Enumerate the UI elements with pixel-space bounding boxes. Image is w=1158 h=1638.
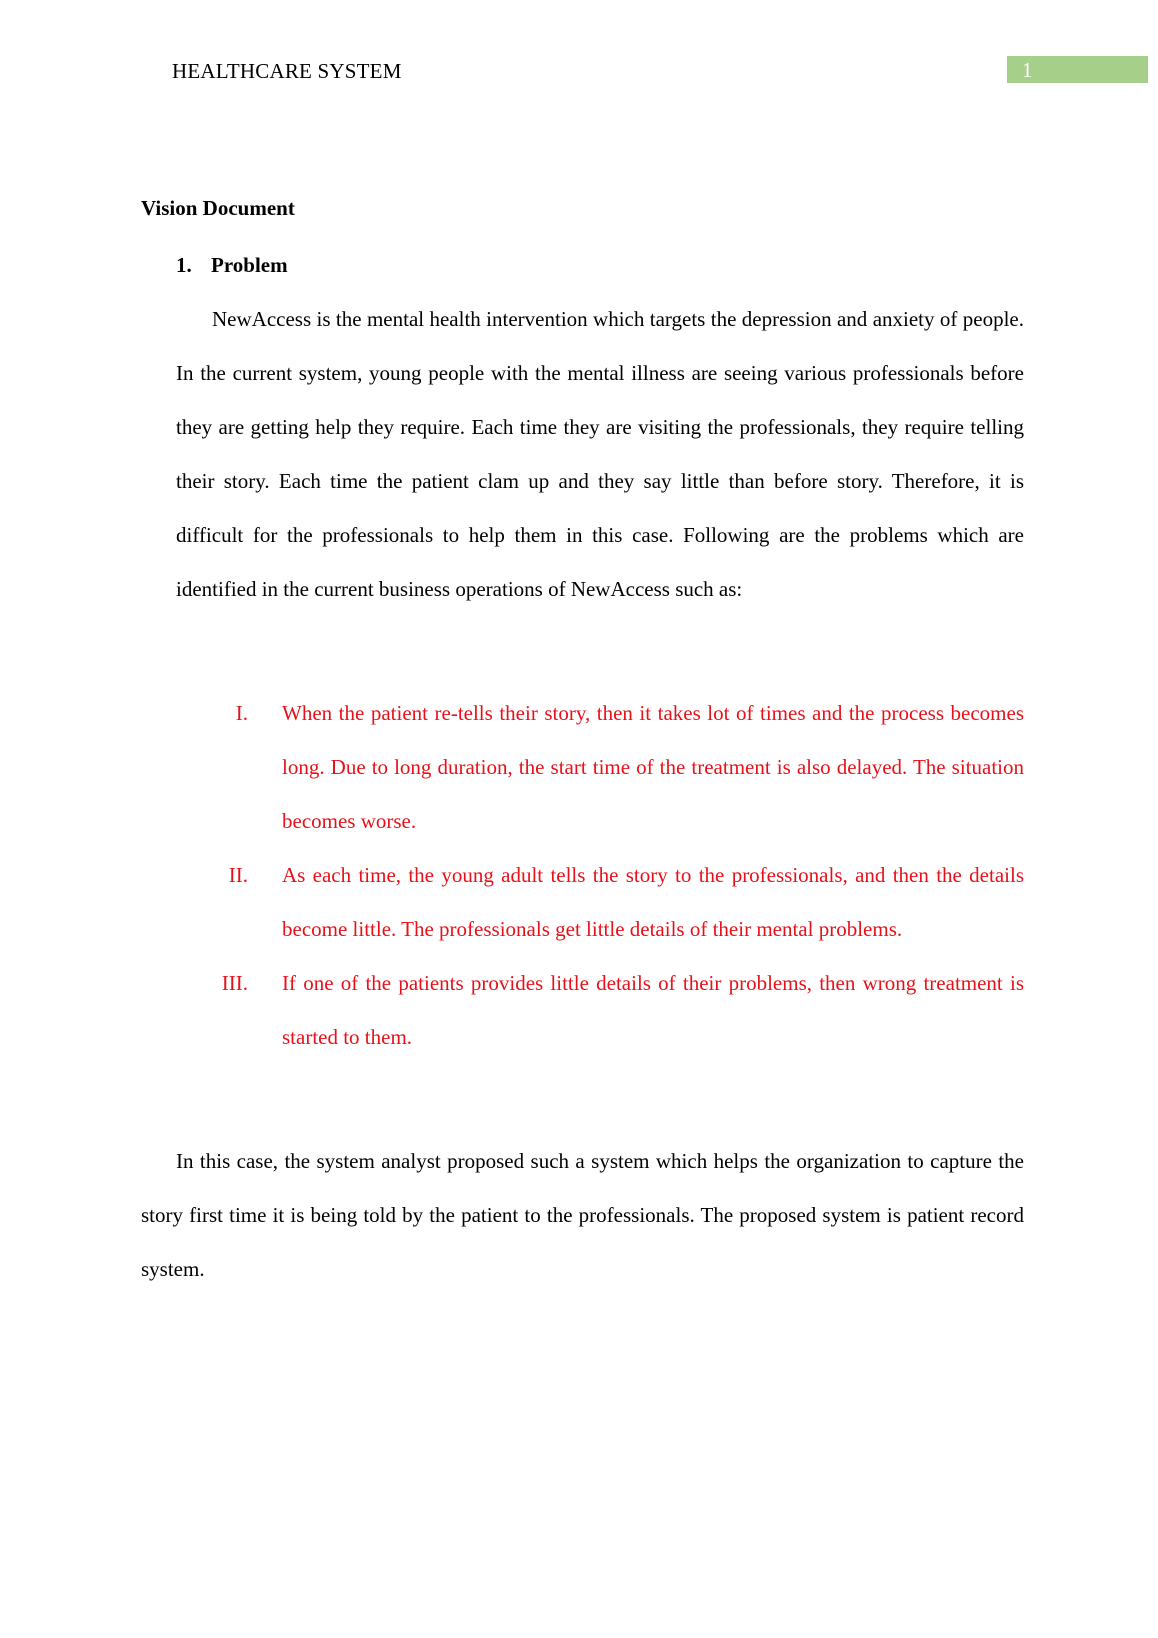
document-heading: Vision Document bbox=[141, 196, 295, 220]
problem-marker: II. bbox=[228, 863, 248, 887]
problem-marker: I. bbox=[235, 701, 248, 725]
page-number-badge bbox=[1007, 56, 1148, 83]
page-number: 1 bbox=[1022, 58, 1033, 82]
problem-list bbox=[176, 686, 1024, 1064]
conclusion-paragraph: In this case, the system analyst proposed such a system which helps the organization to capture the story first time it is being told by the patient to the professionals. The proposed system is patient record system. bbox=[141, 1149, 1024, 1281]
problem-text: When the patient re-tells their story, then it takes lot of times and the process becomes long. Due to long duration, the start time of the treatment is also delayed. The situation becomes worse. bbox=[282, 701, 1024, 833]
problem-item bbox=[176, 686, 1024, 848]
section-heading-problem bbox=[176, 250, 288, 280]
problem-marker: III. bbox=[221, 971, 248, 995]
problem-text: If one of the patients provides little details of their problems, then wrong treatment is started to them. bbox=[282, 971, 1024, 1049]
section-title: Problem bbox=[211, 253, 288, 277]
problem-text: As each time, the young adult tells the story to the professionals, and then the details become little. The professionals get little details of their mental problems. bbox=[282, 863, 1024, 941]
running-header-title: HEALTHCARE SYSTEM bbox=[172, 59, 402, 83]
section-number: 1. bbox=[176, 253, 192, 277]
intro-paragraph: NewAccess is the mental health intervention which targets the depression and anxiety of people. In the current system, young people with the mental illness are seeing various professionals before they are getting help they require. Each time they are visiting the professionals, they require telling their story. Each time the patient clam up and they say little than before story. Therefore, it is difficult for the professionals to help them in this case. Following are the problems which are identified in the current business operations of NewAccess such as: bbox=[176, 307, 1024, 601]
problem-item bbox=[176, 956, 1024, 1064]
problem-item bbox=[176, 848, 1024, 956]
